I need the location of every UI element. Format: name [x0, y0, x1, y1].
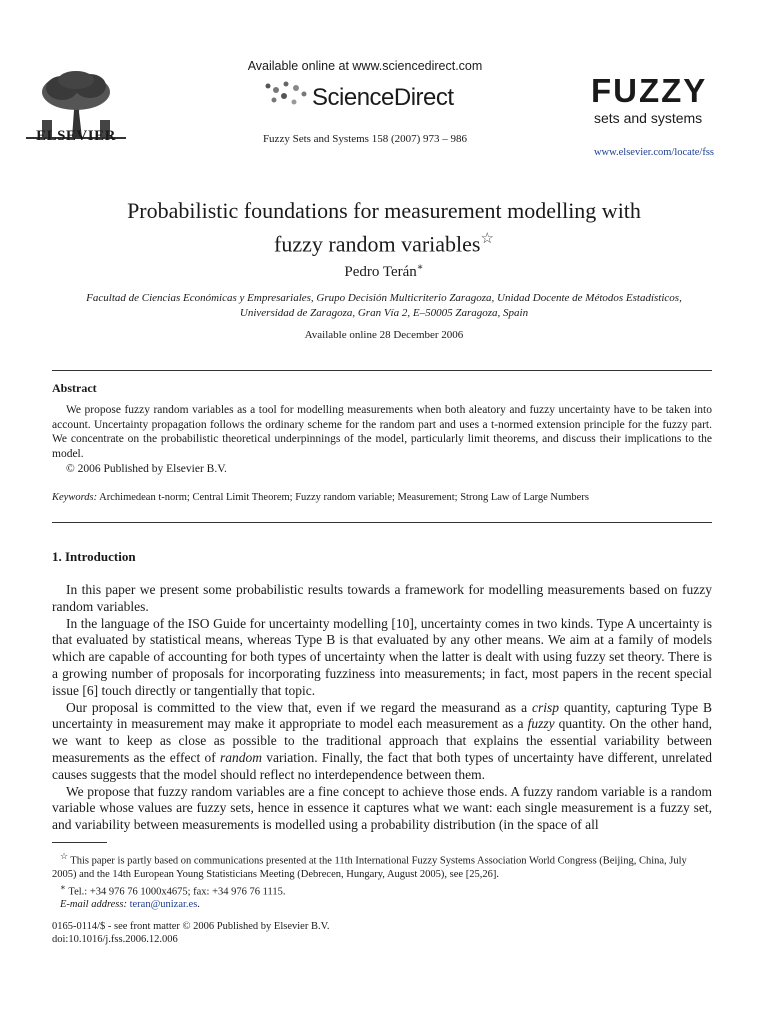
- journal-citation: Fuzzy Sets and Systems 158 (2007) 973 – 986: [262, 133, 468, 145]
- doi[interactable]: doi:10.1016/j.fss.2006.12.006: [52, 934, 178, 945]
- footnote-1-mark: ☆: [60, 851, 68, 861]
- intro-paragraph-1: In this paper we present some probabilistic results towards a framework for modelling measurements based on fuzzy random variables.: [52, 582, 712, 614]
- keywords: [52, 492, 712, 503]
- intro-paragraph-4: We propose that fuzzy random variables are a fine concept to achieve those ends. A fuzzy random variable is a random variable whose values are fuzzy sets, hence in essence it captures what we want: each single measurement is a fuzzy set, and variability between measurements is modelled using a probability distribution (in the space of all: [52, 783, 712, 833]
- available-online-notice[interactable]: Available online at www.sciencedirect.com: [247, 59, 483, 73]
- abstract-bottom-rule: [52, 522, 712, 523]
- footnote-2-text: Tel.: +34 976 76 1000x4675; fax: +34 976 76 1115.: [68, 886, 286, 897]
- footnote-1-text: This paper is partly based on communications presented at the 11th International Fuzzy Systems Association World Congress (Beijing, China, July 2005) and the 14th European Young Statisticians Meeting (Debrecen, Hungary, August 2005), see [25,26].: [52, 855, 687, 880]
- sciencedirect-dots-icon: [262, 78, 312, 108]
- abstract-copyright: © 2006 Published by Elsevier B.V.: [66, 462, 227, 475]
- abstract-text: We propose fuzzy random variables as a tool for modelling measurements when both aleatory and fuzzy uncertainty have to be taken into account. Uncertainty propagation follows the ordinary scheme for the random part and uses a t-normed extension principle for the fuzzy part. We concentrate on the probabilistic theoretical underpinnings of the model, particularly limit theorems, and discuss their implications to the model.: [52, 404, 712, 461]
- affiliation-line-1: Facultad de Ciencias Económicas y Empresariales, Grupo Decisión Multicriterio Zaragoza, Unidad Docente de Métodos Estadísticos,: [86, 292, 682, 304]
- section-heading: 1. Introduction: [52, 549, 136, 564]
- p3-emphasis-random: random: [220, 749, 263, 765]
- available-date: Available online 28 December 2006: [304, 329, 464, 341]
- email-link[interactable]: teran@unizar.es: [129, 899, 198, 910]
- p3-text-d: variation. Finally, the fact that both types of uncertainty have different, unrelated causes suggests that the model should reflect no interdependence between them.: [52, 749, 712, 782]
- intro-paragraph-2: In the language of the ISO Guide for uncertainty modelling [10], uncertainty comes in two kinds. Type A uncertainty is that evaluated by statistical means, whereas Type B is that evaluated by any other means. We aim at a family of models which are capable of accounting for both types of uncertainty when the latter is dealt with using fuzzy set theory. There is a growing number of proposals for incorporating fuzziness into measurements; in fact, most papers in the recent special issue [6] touch directly or tangentially that topic.: [52, 615, 712, 698]
- author-line: [0, 262, 768, 281]
- introduction-body: [52, 582, 712, 834]
- affiliation: [60, 291, 708, 321]
- author-name: Pedro Terán: [344, 264, 417, 280]
- p3-text-c: quantity. On the other hand, we want to keep as close as possible to the traditional approach that explains the essential variability between measurements as the effect of: [52, 716, 712, 765]
- title-line-1: Probabilistic foundations for measurement modelling with: [127, 198, 641, 223]
- footnote-rule: [52, 842, 107, 843]
- p3-emphasis-crisp: crisp: [532, 699, 560, 715]
- publisher-name: ELSEVIER: [36, 128, 116, 144]
- title-line-2: fuzzy random variables: [274, 231, 481, 257]
- email-label: E-mail address:: [60, 899, 127, 910]
- title-footnote-mark[interactable]: ☆: [480, 231, 494, 247]
- sciencedirect-wordmark: ScienceDirect: [312, 84, 454, 111]
- journal-logo-title: FUZZY: [591, 72, 708, 109]
- footnote-1: [52, 850, 712, 881]
- abstract-heading: Abstract: [52, 381, 97, 395]
- journal-url-link[interactable]: www.elsevier.com/locate/fss: [593, 147, 714, 158]
- affiliation-line-2: Universidad de Zaragoza, Gran Vía 2, E–50005 Zaragoza, Spain: [239, 307, 529, 319]
- footnote-email: E-mail address: teran@unizar.es.: [60, 899, 200, 910]
- bottom-meta: [52, 920, 329, 946]
- footnote-2: [52, 881, 712, 899]
- article-title: [60, 197, 708, 258]
- p3-text-b: quantity, capturing Type B uncertainty in measurement may make it appropriate to model each measurement as a: [52, 699, 712, 732]
- front-matter: 0165-0114/$ - see front matter © 2006 Published by Elsevier B.V.: [52, 921, 330, 932]
- abstract-body: [52, 403, 712, 477]
- footnote-2-mark: ∗: [60, 881, 66, 892]
- footnotes: [52, 850, 712, 911]
- abstract-top-rule: [52, 370, 712, 371]
- keywords-list: Archimedean t-norm; Central Limit Theorem; Fuzzy random variable; Measurement; Strong Law of Large Numbers: [99, 492, 589, 503]
- journal-logo-subtitle: sets and systems: [594, 110, 703, 126]
- intro-paragraph-3: [52, 700, 712, 784]
- p3-text-a: Our proposal is committed to the view that, even if we regard the measurand as a: [66, 699, 533, 715]
- keywords-label: Keywords:: [52, 492, 98, 503]
- author-footnote-mark[interactable]: ∗: [416, 262, 424, 273]
- p3-emphasis-fuzzy: fuzzy: [527, 716, 555, 732]
